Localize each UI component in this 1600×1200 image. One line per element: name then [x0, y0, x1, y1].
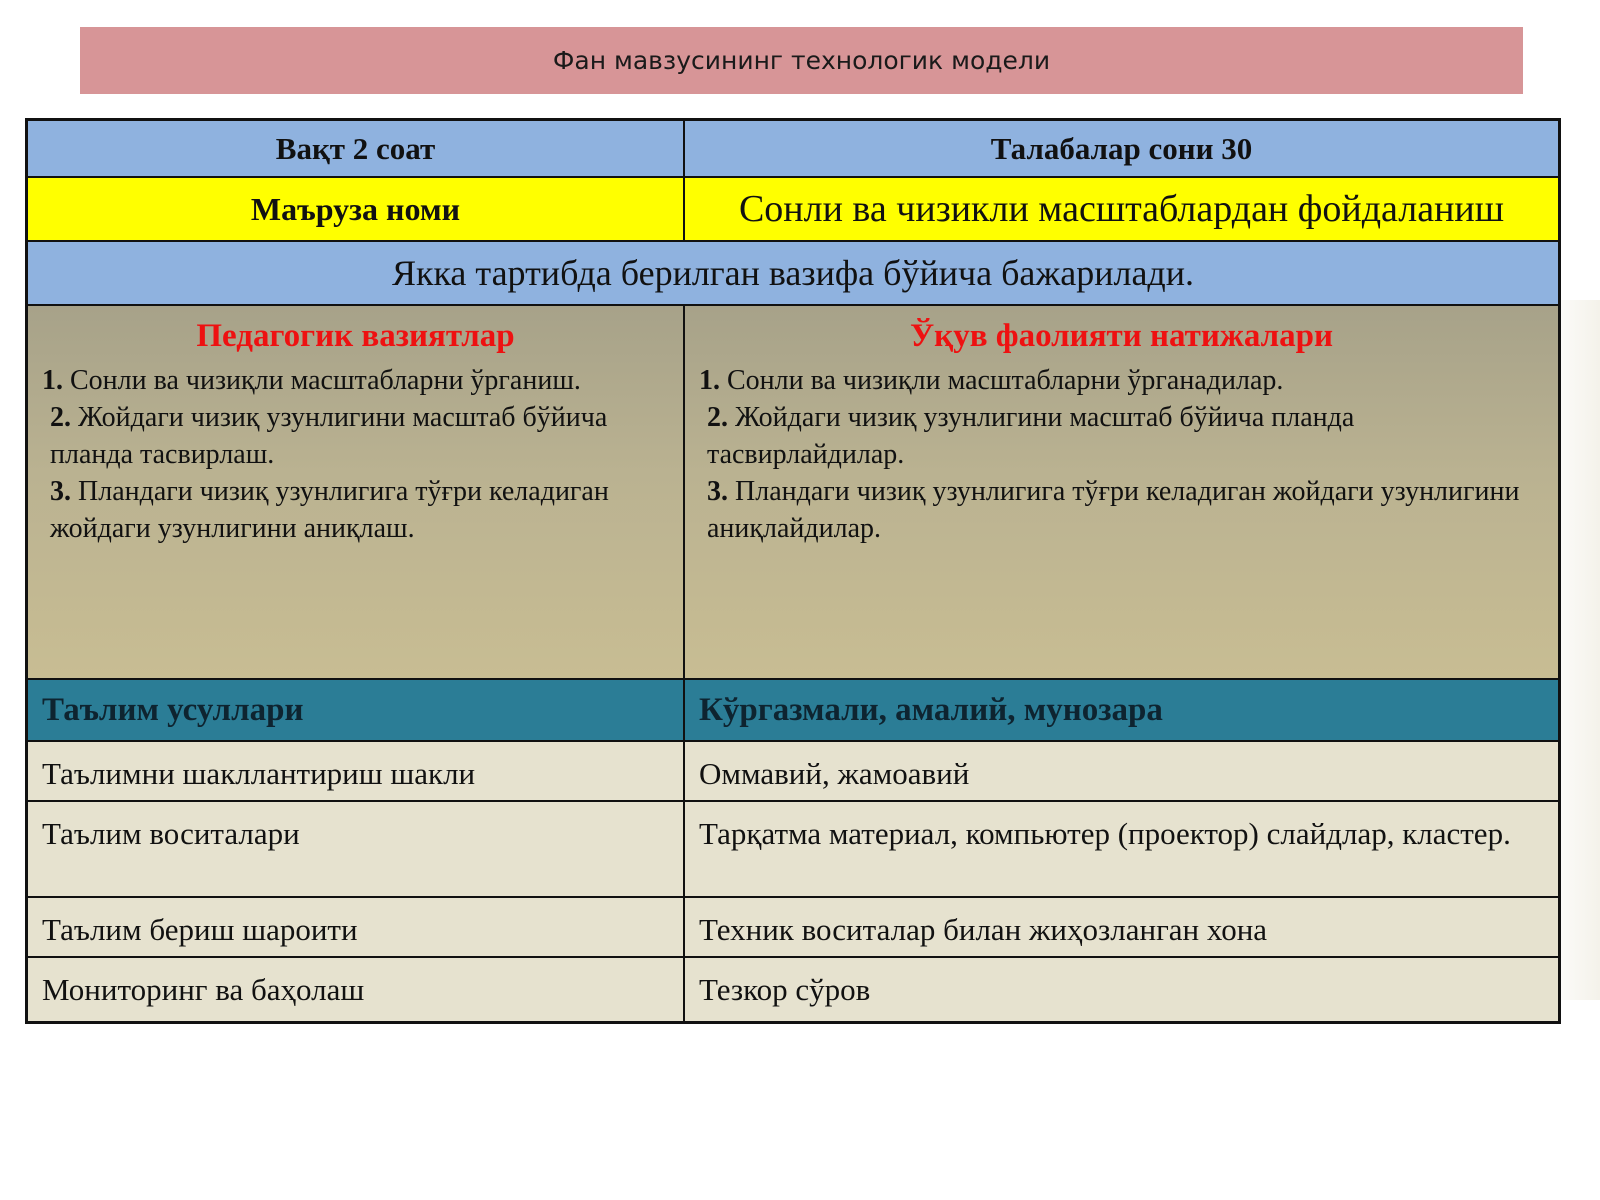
pedagogical-heading: Педагогик вазиятлар [196, 318, 515, 354]
situations-outcomes-row [28, 306, 1558, 680]
pedagogical-item: 1. Сонли ва чизиқли масштабларни ўрганиш. [42, 365, 581, 396]
methods-value: Кўргазмали, амалий, мунозара [699, 691, 1163, 728]
detail-value: Тарқатма материал, компьютер (проектор) слайдлар, кластер. [699, 816, 1511, 851]
lecture-label: Маъруза номи [28, 178, 685, 240]
students-cell: Талабалар сони 30 [990, 130, 1253, 166]
pedagogical-item: 2. Жойдаги чизиқ узунлигини масштаб бўйича планда тасвирлаш. [50, 402, 608, 470]
detail-row [28, 742, 1558, 802]
header-row [28, 121, 1558, 178]
detail-label: Таълим бериш шароити [28, 898, 685, 956]
outcome-item: 1. Сонли ва чизиқли масштабларни ўрганадилар. [699, 365, 1284, 396]
outcome-item: 3. Пландаги чизиқ узунлигига тўғри келадиган жойдаги узунлигини аниқлайдилар. [707, 476, 1520, 544]
pedagogical-item: 3. Пландаги чизиқ узунлигига тўғри келадиган жойдаги узунлигини аниқлаш. [50, 476, 609, 544]
learning-outcomes-cell [685, 306, 1558, 678]
slide-title [80, 27, 1523, 94]
detail-label: Мониторинг ва баҳолаш [28, 958, 685, 1021]
outcomes-heading: Ўқув фаолияти натижалари [909, 318, 1334, 354]
detail-value: Техник воситалар билан жиҳозланган хона [699, 912, 1268, 947]
lecture-row [28, 178, 1558, 242]
technology-model-table [25, 118, 1561, 1024]
detail-label: Таълимни шакллантириш шакли [28, 742, 685, 800]
detail-row [28, 802, 1558, 898]
outcome-item: 2. Жойдаги чизиқ узунлигини масштаб бўйича планда тасвирлайдилар. [707, 402, 1355, 470]
detail-value: Тезкор сўров [699, 972, 871, 1007]
detail-value: Оммавий, жамоавий [699, 756, 970, 791]
assignment-text: Якка тартибда берилган вазифа бўйича бажарилади. [391, 253, 1195, 293]
detail-label: Таълим воситалари [28, 802, 685, 896]
assignment-row [28, 242, 1558, 306]
methods-label: Таълим усуллари [28, 680, 685, 740]
slide-title-text: Фан мавзусининг технологик модели [552, 46, 1051, 75]
pedagogical-situations-cell [28, 306, 685, 678]
methods-row [28, 680, 1558, 742]
lecture-name: Сонли ва чизикли масштаблардан фойдаланиш [738, 188, 1505, 230]
detail-row [28, 898, 1558, 958]
time-cell: Вақт 2 соат [28, 121, 685, 176]
detail-row [28, 958, 1558, 1021]
